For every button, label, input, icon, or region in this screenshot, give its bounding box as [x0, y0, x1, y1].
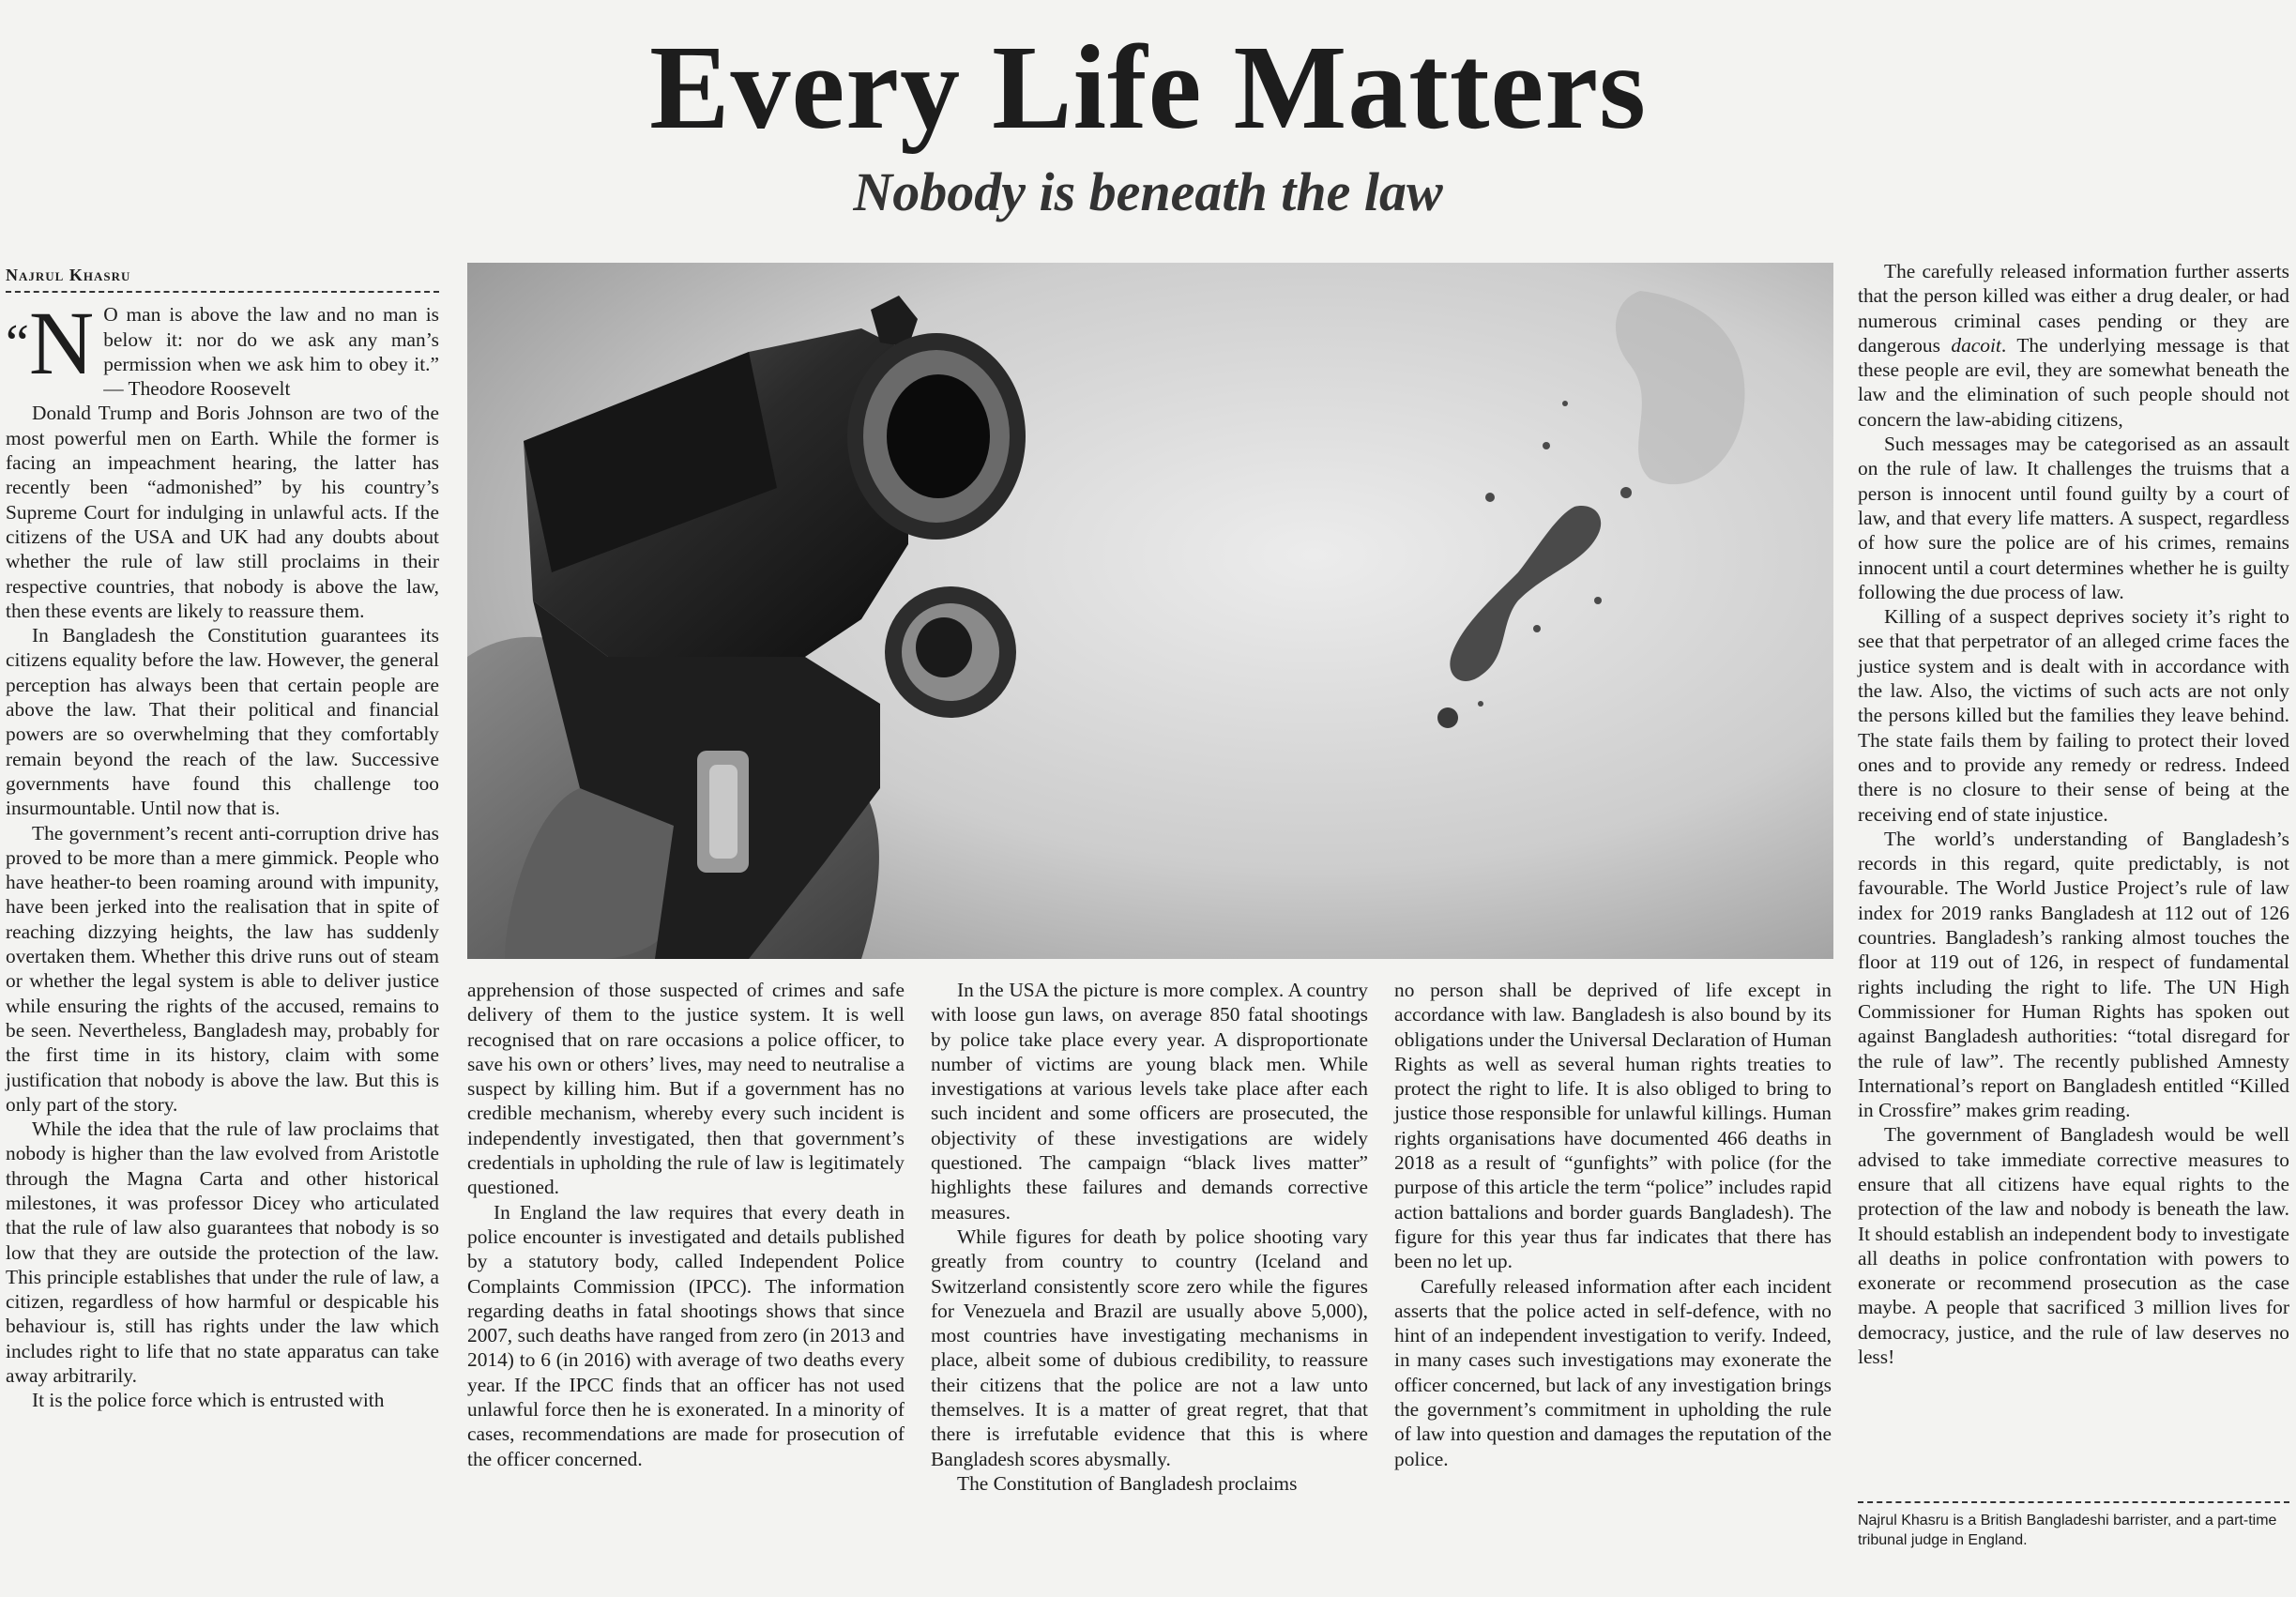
paragraph: Donald Trump and Boris Johnson are two of the most powerful men on Earth. While the former is facing an impeachment hearing, the latter has recently been “admonished” by his country’s Supreme Court for indulging in unlawful acts. If the citizens of the USA and UK had any doubts about whether the rule of law still proclaims in their respective countries, that nobody is above the law, then these events are likely to reassure them.: [6, 402, 439, 622]
paragraph: The world’s understanding of Bangladesh’s records in this regard, quite predictably, is not favourable. The World Justice Project’s rule of law index for 2019 ranks Bangladesh at 112 out of 126 countries. Bangladesh’s ranking almost touches the floor at 119 out of 126, in respect of fundamental rights including the right to life. The UN High Commissioner for Human Rights has spoken out against Bangladesh authorities: “total disregard for the rule of law”. The recently published Amnesty International’s report on Bangladesh entitled “Killed in Crossfire” makes grim reading.: [1858, 827, 2289, 1122]
paragraph: While figures for death by police shooting vary greatly from country to country (Iceland and Switzerland consistently score zero while the figures for Venezuela and Brazil are usually above 5,000), most countries have investigating mechanisms in place, albeit some of dubious credibility, to reassure their citizens that the police are not a law unto themselves. It is a matter of great regret, that that there is irrefutable evidence that this is where Bangladesh scores abysmally.: [931, 1224, 1368, 1470]
byline: Najrul Khasru: [6, 263, 439, 293]
drop-cap: “N: [6, 293, 95, 394]
paragraph: The government’s recent anti-corruption drive has proved to be more than a mere gimmick. People who have heather-to been roaming around with impunity, have been jerked into the realisation that in spite of reaching dizzying heights, the law has suddenly overtaken them. Whether this drive runs out of steam or whether the legal system is able to deliver justice while ensuring the rights of the accused, remains to be seen. Nevertheless, Bangladesh may, probably for the first time in its history, claim with some justification that nobody is above the law. But this is only part of the story.: [6, 821, 439, 1116]
article-column-1: [6, 263, 439, 1413]
paragraph: In England the law requires that every death in police encounter is investigated and details published by a statutory body, called Independent Police Complaints Commission (IPCC). The information regarding deaths in fatal shootings shows that since 2007, such deaths have ranged from zero (in 2013 and 2014) to 6 (in 2016) with average of two deaths every year. If the IPCC finds that an officer has not used unlawful force then he is exonerated. In a minority of cases, recommendations are made for prosecution of the officer concerned.: [467, 1200, 905, 1470]
author-bio: Najrul Khasru is a British Bangladeshi barrister, and a part-time tribunal judge in England.: [1858, 1501, 2289, 1550]
article-column-5: [1858, 259, 2289, 1369]
subheadline: Nobody is beneath the law: [853, 161, 1443, 222]
paragraph: The Constitution of Bangladesh proclaims: [957, 1471, 1298, 1495]
paragraph: apprehension of those suspected of crimes and safe delivery of them to the justice system. It is well recognised that on rare occasions a police officer, to save his own or others’ lives, may need to neutralise a suspect by killing him. But if a government has no credible mechanism, whereby every such incident is independently investigated, then that government’s credentials in upholding the rule of law is legitimately questioned.: [467, 979, 905, 1199]
paragraph: Such messages may be categorised as an assault on the rule of law. It challenges the truisms that a person is innocent until found guilty by a court of law, and that every life matters. A suspect, regardless of how sure the police are of his crimes, remains innocent until a court determines whether he is guilty following the due process of law.: [1858, 433, 2289, 603]
paragraph: The government of Bangladesh would be well advised to take immediate corrective measures to ensure that all citizens have equal rights to the protection of the law and nobody is beneath the law. It should establish an independent body to investigate all deaths in police confrontation with powers to exonerate or recommend prosecution as the case maybe. A people that sacrificed 3 million lives for democracy, justice, and the rule of law deserves no less!: [1858, 1123, 2289, 1369]
article-column-3: [931, 978, 1368, 1496]
paragraph: The carefully released information further asserts that the person killed was either a drug dealer, or had numerous criminal cases pending or they are dangerous dacoit. The underlying message is that these people are evil, they are somewhat beneath the law and the elimination of such people should not concern the law-abiding citizens,: [1858, 260, 2289, 431]
gun-photo: [467, 263, 1833, 959]
article-column-4: [1394, 978, 1832, 1471]
paragraph: It is the police force which is entrusted with: [32, 1389, 385, 1412]
gun-illustration: [467, 263, 1833, 959]
paragraph: In Bangladesh the Constitution guarantees its citizens equality before the law. However, the general perception has always been that certain people are above the law. That their political and financial powers are so overwhelming that they comfortably remain beyond the reach of the law. Successive governments have found this challenge too insurmountable. Until now that is.: [6, 624, 439, 820]
opening-quote: “N O man is above the law and no man is below it: nor do we ask any man’s permission when we ask him to obey it.” — Theodore Roosevelt: [6, 293, 439, 401]
article-column-2: [467, 978, 905, 1471]
paragraph: Killing of a suspect deprives society it’s right to see that that perpetrator of an alleged crime faces the justice system and is dealt with in accordance with the law. Also, the victims of such acts are not only the persons killed but the families they leave behind. The state fails them by failing to protect their loved ones and to provide any remedy or redress. Indeed there is no closure to their sense of being at the receiving end of state injustice.: [1858, 605, 2289, 826]
headline: Every Life Matters: [649, 21, 1647, 154]
paragraph: no person shall be deprived of life except in accordance with law. Bangladesh is also bound by its obligations under the Universal Declaration of Human Rights as well as several human rights treaties to protect the right to life. It is also obliged to bring to justice those responsible for unlawful killings. Human rights organisations have documented 466 deaths in 2018 as a result of “gunfights” with police (for the purpose of this article the term “police” includes rapid action battalions and border guards Bangladesh). The figure for this year thus far indicates that there has been no let up.: [1394, 979, 1832, 1273]
paragraph: Carefully released information after each incident asserts that the police acted in self-defence, with no hint of an independent investigation to verify. Indeed, in many cases such investigations may exonerate the officer concerned, but lack of any investigation brings the government’s commitment in upholding the rule of law into question and damages the reputation of the police.: [1394, 1274, 1832, 1470]
paragraph: While the idea that the rule of law proclaims that nobody is higher than the law evolved from Aristotle through the Magna Carta and other historical milestones, it was professor Dicey who articulated that the rule of law also guarantees that nobody is so low that they are outside the protection of the law. This principle establishes that under the rule of law, a citizen, regardless of how harmful or despicable his behaviour is, still has rights under the law which includes right to life that no state apparatus can take away arbitrarily.: [6, 1118, 439, 1388]
paragraph: In the USA the picture is more complex. A country with loose gun laws, on average 850 fatal shootings by police take place every year. A disproportionate number of victims are young black men. While investigations at various levels take place after each such incident and some officers are prosecuted, the objectivity of these investigations are widely questioned. The campaign “black lives matter” highlights these failures and demands corrective measures.: [931, 979, 1368, 1224]
